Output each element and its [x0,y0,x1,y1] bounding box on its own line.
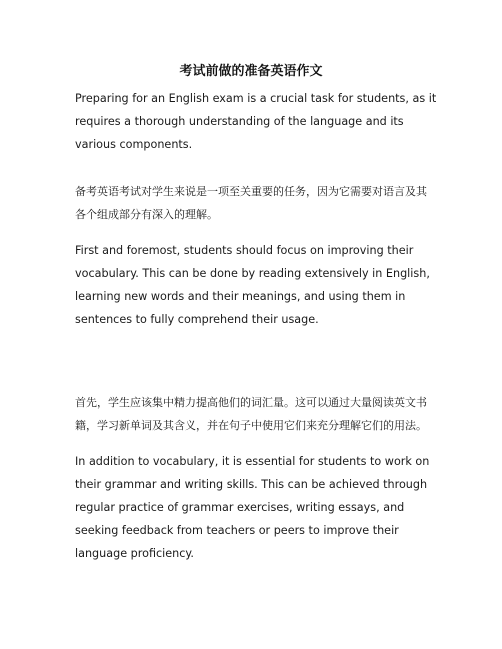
paragraph-english-intro: Preparing for an English exam is a crucial task for students, as it requires a thorough understanding of the language and its various components. [75,92,437,151]
paragraph-english-grammar: In addition to vocabulary, it is essential for students to work on their grammar and writing skills. This can be achieved through regular practice of grammar exercises, writing essays, and seeking feedback from teachers or peers to improve their language proficiency. [75,455,430,560]
document-title: 考试前做的准备英语作文 [179,64,323,79]
paragraph-english-vocabulary: First and foremost, students should focus on improving their vocabulary. This can be done by reading extensively in English, learning new words and their meanings, and using them in sentences to fully comprehend their usage. [75,244,430,326]
paragraph-chinese-vocabulary: 首先，学生应该集中精力提高他们的词汇量。这可以通过大量阅读英文书籍，学习新单词及其含义，并在句子中使用它们来充分理解它们的用法。 [75,396,427,432]
paragraph-chinese-intro: 备考英语考试对学生来说是一项至关重要的任务，因为它需要对语言及其各个组成部分有深入的理解。 [75,185,427,221]
